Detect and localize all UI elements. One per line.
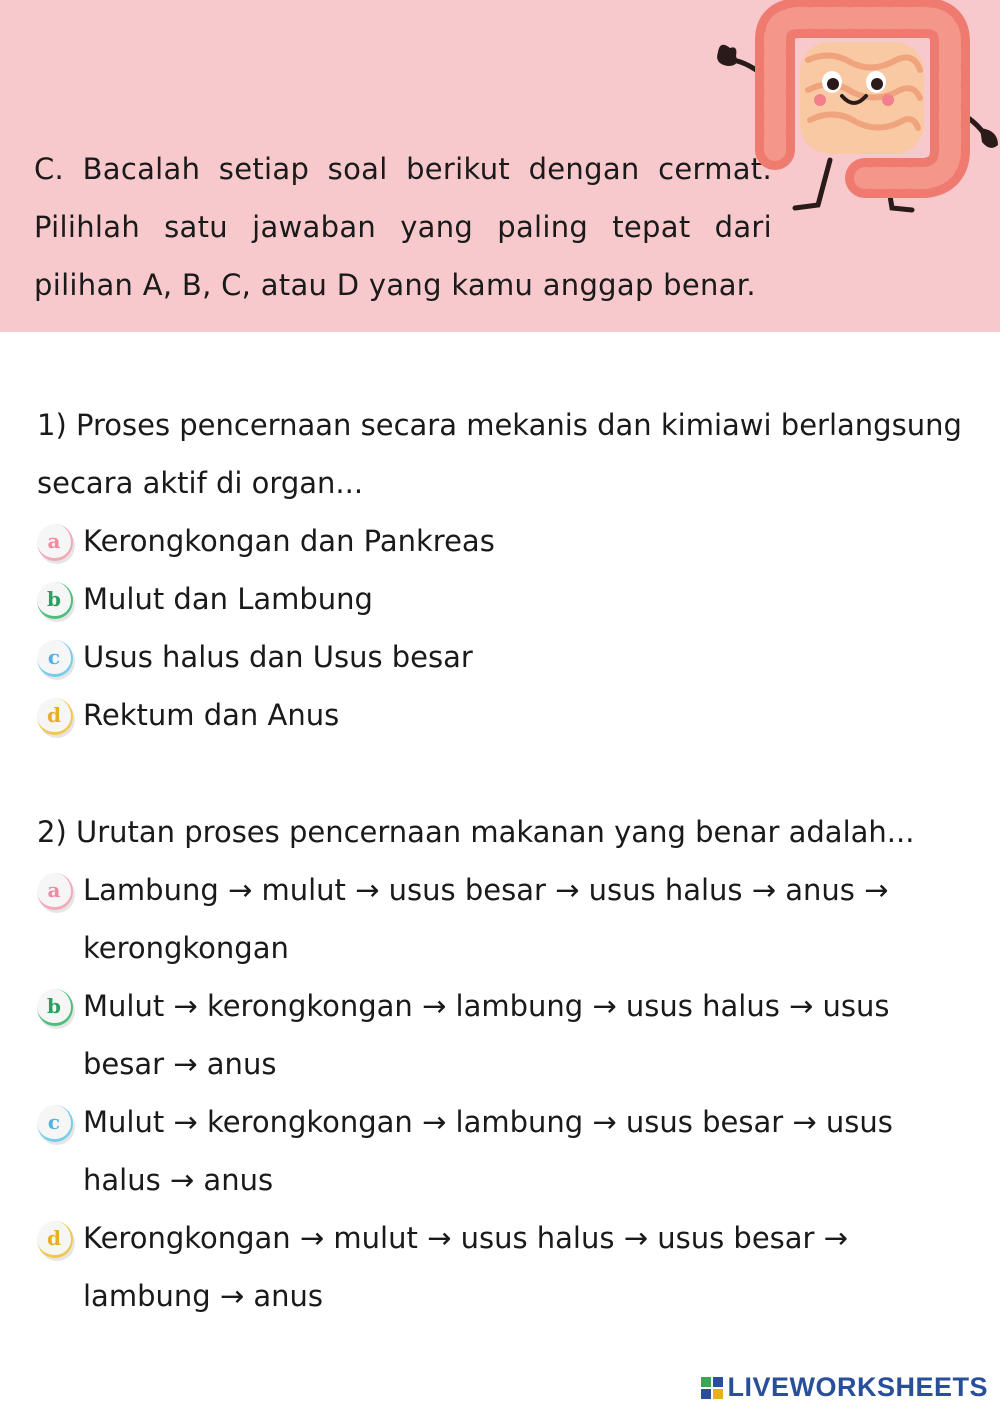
question-2-text: 2) Urutan proses pencernaan makanan yang benar adalah...: [37, 815, 915, 849]
option-text: Mulut → kerongkongan → lambung → usus halus → usus besar → anus: [83, 989, 890, 1081]
option-text: Rektum dan Anus: [83, 698, 340, 732]
option-c-badge-icon: c: [37, 1105, 73, 1142]
question-1: [37, 396, 972, 744]
option-b-badge-icon: b: [37, 582, 73, 619]
question-1-option-a[interactable]: [37, 512, 972, 570]
option-c-badge-icon: c: [37, 640, 73, 677]
option-a-badge-icon: a: [37, 524, 73, 561]
intestine-mascot-illustration: [700, 0, 1000, 220]
option-a-badge-icon: a: [37, 873, 73, 910]
option-text: Lambung → mulut → usus besar → usus halus → anus → kerongkongan: [83, 873, 889, 965]
question-1-text: 1) Proses pencernaan secara mekanis dan kimiawi berlangsung secara aktif di organ...: [37, 408, 962, 500]
instructions-text: C. Bacalah setiap soal berikut dengan cermat. Pilihlah satu jawaban yang paling tepat dari pilihan A, B, C, atau D yang kamu anggap benar.: [34, 152, 772, 302]
liveworksheets-logo: [701, 1372, 988, 1403]
question-2-option-c[interactable]: [37, 1093, 972, 1209]
option-text: Kerongkongan → mulut → usus halus → usus besar → lambung → anus: [83, 1221, 848, 1313]
brand-name: LIVEWORKSHEETS: [727, 1372, 988, 1402]
question-1-option-d[interactable]: [37, 686, 972, 744]
question-2: [37, 803, 972, 1325]
option-b-badge-icon: b: [37, 989, 73, 1026]
option-d-badge-icon: d: [37, 1221, 73, 1258]
option-text: Kerongkongan dan Pankreas: [83, 524, 495, 558]
option-text: Mulut dan Lambung: [83, 582, 373, 616]
liveworksheets-grid-icon: [701, 1377, 723, 1399]
question-2-option-b[interactable]: [37, 977, 972, 1093]
option-d-badge-icon: d: [37, 698, 73, 735]
question-1-option-c[interactable]: [37, 628, 972, 686]
option-text: Usus halus dan Usus besar: [83, 640, 473, 674]
instruction-header: [0, 0, 1000, 332]
question-2-option-d[interactable]: [37, 1209, 972, 1325]
option-text: Mulut → kerongkongan → lambung → usus besar → usus halus → anus: [83, 1105, 893, 1197]
question-2-option-a[interactable]: [37, 861, 972, 977]
question-1-option-b[interactable]: [37, 570, 972, 628]
